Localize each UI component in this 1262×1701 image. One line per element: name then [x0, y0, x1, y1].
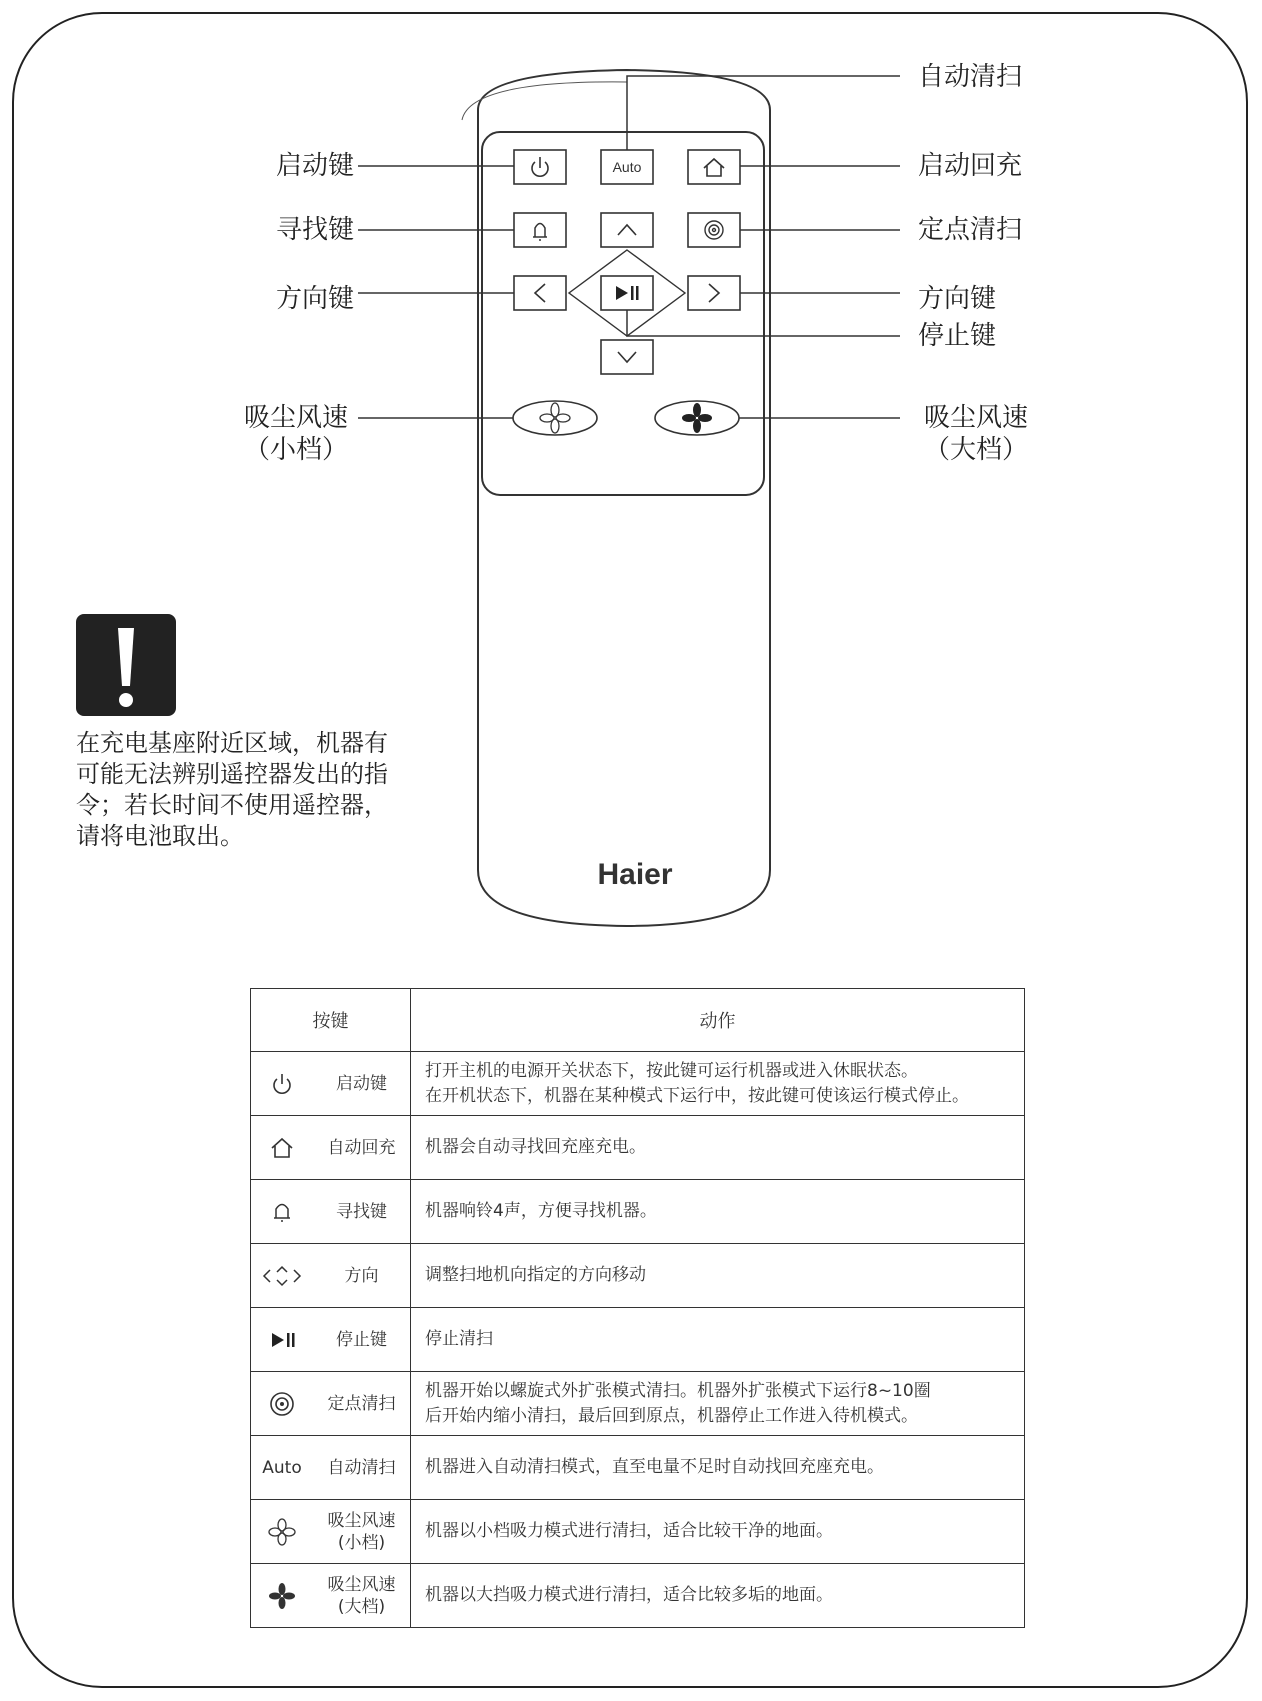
- auto-text-icon: Auto: [262, 1457, 302, 1478]
- table-row: [251, 1052, 1025, 1116]
- fan-low-icon: [251, 1518, 313, 1546]
- label-stop-key: 停止键: [918, 321, 997, 351]
- up-button: [601, 213, 653, 247]
- header-key: 按键: [251, 989, 411, 1052]
- key-name: [313, 1574, 410, 1618]
- fan-high-icon: [251, 1582, 313, 1610]
- key-name: [313, 1073, 410, 1095]
- key-cell: [251, 1308, 411, 1372]
- action-cell: [411, 1436, 1025, 1500]
- action-line: 机器开始以螺旋式外扩张模式清扫。机器外扩张模式下运行8~10圈: [425, 1380, 931, 1401]
- table-row: [251, 1244, 1025, 1308]
- header-action: 动作: [411, 989, 1025, 1052]
- find-button: [514, 213, 566, 247]
- key-cell: [251, 1500, 411, 1564]
- key-cell: [251, 1116, 411, 1180]
- key-cell: [251, 1244, 411, 1308]
- button-panel: [482, 132, 764, 495]
- table-row: [251, 1372, 1025, 1436]
- label-power-key: 启动键: [275, 151, 354, 181]
- action-line: 调整扫地机向指定的方向移动: [425, 1265, 646, 1285]
- auto-button-label: Auto: [612, 159, 642, 175]
- table-row: [251, 1308, 1025, 1372]
- function-table: [250, 988, 1025, 1628]
- key-cell: [251, 1436, 411, 1500]
- action-line: 机器以小档吸力模式进行清扫，适合比较干净的地面。: [425, 1521, 833, 1541]
- fan-low-button: [513, 401, 597, 435]
- table-row: [251, 1436, 1025, 1500]
- label-suction-low-2: （小档）: [243, 435, 348, 465]
- label-auto-clean: 自动清扫: [918, 62, 1023, 92]
- table-row: [251, 1500, 1025, 1564]
- key-name-line: (小档): [337, 1532, 386, 1553]
- key-cell: [251, 1372, 411, 1436]
- right-button: [688, 276, 740, 310]
- spot-button: [688, 213, 740, 247]
- label-suction-high-2: （大档）: [923, 435, 1028, 465]
- key-name-line: 停止键: [336, 1329, 387, 1350]
- action-line: 机器以大挡吸力模式进行清扫，适合比较多垢的地面。: [425, 1585, 833, 1605]
- direction-icon: [251, 1263, 313, 1289]
- action-line: 在开机状态下，机器在某种模式下运行中，按此键可使该运行模式停止。: [425, 1085, 969, 1106]
- action-line: 机器进入自动清扫模式，直至电量不足时自动找回充座充电。: [425, 1457, 884, 1477]
- spiral-icon: [251, 1390, 313, 1418]
- action-line: 机器会自动寻找回充座充电。: [425, 1137, 646, 1157]
- label-suction-low-1: 吸尘风速: [243, 403, 348, 433]
- table-header-row: [251, 989, 1025, 1052]
- home-icon: [251, 1135, 313, 1161]
- table-row: [251, 1116, 1025, 1180]
- brand-logo: Haier: [597, 858, 673, 891]
- key-name-line: 定点清扫: [327, 1393, 396, 1414]
- key-cell: [251, 1564, 411, 1628]
- key-name: [313, 1201, 410, 1223]
- label-spot-clean: 定点清扫: [918, 215, 1023, 245]
- label-suction-low: [236, 402, 356, 466]
- key-name: [313, 1510, 410, 1554]
- key-name-line: 寻找键: [336, 1201, 387, 1222]
- action-line: 打开主机的电源开关状态下，按此键可运行机器或进入休眠状态。: [425, 1060, 918, 1081]
- key-name-line: 吸尘风速: [327, 1574, 396, 1595]
- action-cell: [411, 1308, 1025, 1372]
- key-cell: [251, 1052, 411, 1116]
- label-find-key: 寻找键: [275, 215, 354, 245]
- action-cell: [411, 1372, 1025, 1436]
- key-name: [313, 1329, 410, 1351]
- action-cell: [411, 1564, 1025, 1628]
- label-suction-high: [916, 402, 1036, 466]
- power-icon: [251, 1071, 313, 1097]
- key-name-line: 启动键: [336, 1073, 387, 1094]
- warning-text: 在充电基座附近区域，机器有可能无法辨别遥控器发出的指令；若长时间不使用遥控器，请将电池取出。: [76, 729, 388, 850]
- action-line: 停止清扫: [425, 1329, 493, 1349]
- action-cell: [411, 1116, 1025, 1180]
- recharge-button: [688, 150, 740, 184]
- key-cell: [251, 1180, 411, 1244]
- key-name-line: 方向: [344, 1265, 379, 1286]
- table-row: [251, 1180, 1025, 1244]
- warning-icon: [76, 614, 176, 716]
- key-name-line: 自动回充: [327, 1137, 396, 1158]
- play-pause-icon: [251, 1329, 313, 1351]
- bell-icon: [251, 1199, 313, 1225]
- key-name: [313, 1393, 410, 1415]
- action-line: 机器响铃4声，方便寻找机器。: [425, 1201, 657, 1221]
- key-name: [313, 1265, 410, 1287]
- action-line: 后开始内缩小清扫，最后回到原点，机器停止工作进入待机模式。: [425, 1405, 918, 1426]
- left-button: [514, 276, 566, 310]
- down-button: [601, 340, 653, 374]
- action-cell: [411, 1244, 1025, 1308]
- key-name-line: 自动清扫: [327, 1457, 396, 1478]
- key-name: [313, 1137, 410, 1159]
- label-direction-right: 方向键: [918, 284, 997, 314]
- key-name-line: 吸尘风速: [327, 1510, 396, 1531]
- key-name-line: (大档): [337, 1596, 386, 1617]
- table-row: [251, 1564, 1025, 1628]
- action-cell: [411, 1500, 1025, 1564]
- action-cell: [411, 1052, 1025, 1116]
- label-suction-high-1: 吸尘风速: [923, 403, 1028, 433]
- key-name: [313, 1457, 410, 1479]
- action-cell: [411, 1180, 1025, 1244]
- label-direction-left: 方向键: [275, 284, 354, 314]
- label-recharge: 启动回充: [918, 151, 1023, 181]
